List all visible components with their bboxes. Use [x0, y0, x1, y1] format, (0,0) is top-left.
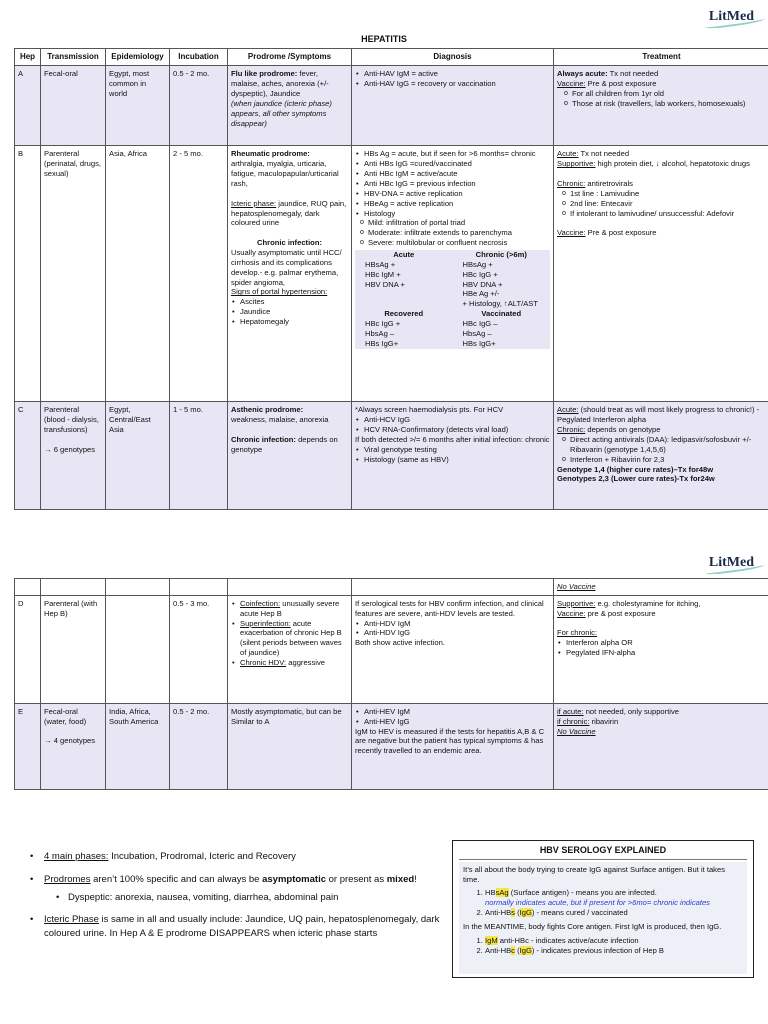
list-item: • HBeAg = active replication	[355, 199, 550, 209]
treatment-cell	[554, 402, 768, 510]
chronic-text: aggressive	[286, 658, 325, 668]
serology-note: normally indicates acute, but if present for >6mo= chronic indicates	[485, 898, 710, 908]
list-item: • Anti-HDV IgM	[355, 619, 550, 629]
sero-value: HBc IgG +	[462, 269, 498, 279]
list-item: • HBs Ag = acute, but if seen for >6 months= chronic	[355, 149, 550, 159]
tx-label: Always acute:	[557, 69, 608, 79]
prodrome-cell	[228, 146, 352, 402]
treatment-cell	[554, 579, 768, 596]
superinf-text: acute exacerbation of chronic Hep B (silent periods between waves of jaundice)	[240, 618, 342, 658]
transmission-text: Parenteral (blood - dialysis, transfusions)	[44, 405, 99, 435]
diagnosis-cell	[352, 703, 554, 789]
acute-label: if acute:	[557, 706, 584, 716]
sero-title: Recovered	[384, 309, 424, 319]
diagnosis-cell	[352, 595, 554, 703]
no-vaccine-text: No Vaccine	[557, 726, 596, 736]
epidemiology-cell: Egypt, most common in world	[106, 66, 170, 146]
supportive-label: Supportive:	[557, 159, 596, 169]
header-cell: Epidemiology	[106, 49, 170, 66]
table-row	[15, 66, 768, 146]
prodrome-text: fever, malaise, aches, anorexia (+/- dyspeptic), Jaundice	[231, 69, 329, 99]
sero-value: HBV DNA +	[365, 279, 405, 289]
sero-title: Chronic (>6m)	[475, 249, 527, 259]
transmission-cell	[41, 402, 106, 510]
sero-value: + Histology, ↑ALT/AST	[462, 299, 538, 309]
sero-value: HbsAg –	[462, 328, 492, 338]
supportive-label: Supportive:	[557, 598, 596, 608]
list-item: o Severe: multilobular or confluent necrosis	[359, 238, 550, 248]
sero-value: HBe Ag +/-	[462, 289, 500, 299]
chronic-label: Chronic HDV:	[240, 658, 287, 668]
list-item: • Anti-HAV IgM = active	[355, 69, 550, 79]
list-item: • Ascites	[231, 297, 348, 307]
epidemiology-cell: Asia, Africa	[106, 146, 170, 402]
coinf-label: Coinfection:	[240, 598, 281, 608]
prodrome-note: (when jaundice (icteric phase) appears, all other symptoms disappear)	[231, 98, 332, 128]
supportive-text: e.g. cholestyramine for itching,	[595, 598, 701, 608]
serology-intro: It’s all about the body trying to create IgG against Surface antigen. But it takes time.	[463, 864, 725, 884]
prodrome-text: arthralgia, myalgia, urticaria, fatigue, maculopapular/urticarial rash,	[231, 159, 339, 188]
note-subitem: • Dyspeptic: anorexia, nausea, vomiting, diarrhea, abdominal pain	[56, 891, 450, 905]
prodrome-cell	[228, 595, 352, 703]
list-item: • Anti-HCV IgG	[355, 415, 550, 425]
header-cell: Treatment	[554, 49, 768, 66]
acute-text: not needed, only supportive	[583, 706, 680, 716]
note-text: !	[414, 873, 417, 885]
transmission-cell	[41, 703, 106, 789]
incubation-cell: 1 - 5 mo.	[170, 402, 228, 510]
list-item	[231, 619, 348, 658]
dx-note: If both detected >/= 6 months after initial infection: chronic	[355, 434, 550, 444]
list-item: o 1st line : Lamivudine	[561, 189, 766, 199]
incubation-cell: 0.5 - 3 mo.	[170, 595, 228, 703]
list-item: • Anti-HEV IgM	[355, 707, 550, 717]
sero-value: HBc IgG +	[365, 319, 401, 328]
serology-item: 2. Anti-HBs (IgG) - means cured / vaccinated	[485, 908, 743, 918]
sero-value: HBs IgG+	[462, 338, 496, 348]
serology-item: 1. HBsAg (Surface antigen) - means you are infected. normally indicates acute, but if present for >6mo= chronic indicates	[485, 888, 743, 908]
list-item: o Interferon + Ribavirin for 2,3	[561, 455, 766, 465]
genotype-text: → 4 genotypes	[44, 736, 96, 746]
incubation-cell: 0.5 - 2 mo.	[170, 703, 228, 789]
treatment-cell	[554, 66, 768, 146]
dx-text: If serological tests for HBV confirm infection, and clinical features are severe, anti-HDV levels are tested.	[355, 598, 544, 618]
incubation-cell: 2 - 5 mo.	[170, 146, 228, 402]
list-item: • Anti HBc IgG = previous infection	[355, 179, 550, 189]
vaccine-text: Pre & post exposure	[585, 79, 657, 89]
epidemiology-cell: Egypt, Central/East Asia	[106, 402, 170, 510]
icteric-text: jaundice, RUQ pain, hepatosplenomegaly, dark coloured urine	[231, 198, 347, 228]
no-vaccine-text: No Vaccine	[557, 582, 596, 591]
list-item: o If intolerant to lamivudine/ unsuccessful: Adefovir	[561, 209, 766, 219]
serology-title: HBV SEROLOGY EXPLAINED	[459, 841, 747, 860]
chronic-text: depends on genotype	[585, 425, 661, 435]
list-item: • HBV-DNA = active replication	[355, 189, 550, 199]
chronic-label: if chronic:	[557, 716, 590, 726]
vaccine-text: pre & post exposure	[585, 608, 656, 618]
table-row	[15, 402, 768, 510]
sero-acute	[355, 250, 453, 309]
sero-title: Acute	[393, 249, 415, 259]
prodrome-cell	[228, 402, 352, 510]
list-item	[231, 599, 348, 619]
sero-value: HBsAg +	[462, 259, 493, 269]
treatment-cell	[554, 703, 768, 789]
epidemiology-cell	[106, 595, 170, 703]
list-item: • Pegylated IFN-alpha	[557, 648, 766, 658]
sero-value: HBc IgG –	[462, 319, 498, 328]
litmed-logo: LitMed	[709, 554, 754, 572]
prodrome-cell: Mostly asymptomatic, but can be Similar to A	[228, 703, 352, 789]
portal-label: Signs of portal hypertension:	[231, 287, 328, 297]
transmission-cell: Parenteral (with Hep B)	[41, 595, 106, 703]
header-cell: Prodrome /Symptoms	[228, 49, 352, 66]
acute-label: Acute:	[557, 149, 579, 159]
list-item	[231, 658, 348, 668]
note-text: is same in all and usually include: Jaundice, UQ pain, hepatosplenomegaly, dark coloured urine. In Hep A & E prodrome DISAPPEARS when icteric phase starts	[44, 914, 440, 940]
list-item: • Hepatomegaly	[231, 317, 348, 327]
note-item	[30, 873, 450, 905]
prodrome-cell	[228, 66, 352, 146]
litmed-logo: LitMed	[709, 8, 754, 26]
header-row	[15, 49, 768, 66]
note-text: Incubation, Prodromal, Icteric and Recovery	[108, 851, 296, 862]
note-item	[30, 850, 450, 864]
list-item: o Direct acting antivirals (DAA): ledipasvir/sofosbuvir +/- Ribavarin (genotype 1,4,5,6)	[561, 435, 766, 455]
header-cell: Transmission	[41, 49, 106, 66]
vaccine-label: Vaccine:	[557, 79, 586, 89]
acute-text: Tx not needed	[578, 149, 630, 159]
page-title: HEPATITIS	[361, 34, 407, 44]
table-row	[15, 579, 768, 596]
list-item: • Anti HBs IgG =cured/vaccinated	[355, 159, 550, 169]
transmission-cell: Fecal-oral	[41, 66, 106, 146]
hep-cell: B	[15, 146, 41, 402]
list-item: • Histology	[355, 209, 550, 219]
sero-chronic	[453, 250, 551, 309]
icteric-label: Icteric phase:	[231, 198, 277, 208]
superinf-label: Superinfection:	[240, 618, 291, 628]
genotype-text: → 6 genotypes	[44, 444, 96, 454]
genotype-note: Genotype 1,4 (higher cure rates)–Tx for48w	[557, 464, 714, 474]
supportive-text: high protein diet, ↓ alcohol, hepatotoxic drugs	[595, 159, 750, 169]
sero-value: HBc IgM +	[365, 269, 401, 279]
list-item: o Mild: infiltration of portal triad	[359, 218, 550, 228]
sero-value: HBV DNA +	[462, 279, 503, 289]
vaccine-label: Vaccine:	[557, 228, 586, 238]
chronic-text: depends on genotype	[231, 434, 338, 454]
summary-notes	[30, 850, 450, 950]
chronic-text: ribavirin	[589, 716, 619, 726]
vaccine-text: Pre & post exposure	[585, 228, 657, 238]
sero-value: HbsAg –	[365, 328, 395, 338]
note-item	[30, 913, 450, 941]
serology-item: 2. Anti-HBc (IgG) - indicates previous infection of Hep B	[485, 946, 743, 956]
coinf-text: unusually severe acute Hep B	[240, 598, 340, 618]
hbv-serology-box	[452, 840, 754, 978]
list-item: o Those at risk (travellers, lab workers, homosexuals)	[563, 99, 766, 109]
list-item: o Moderate: infiltrate extends to parenchyma	[359, 228, 550, 238]
sero-vaccinated	[453, 309, 551, 348]
treatment-cell	[554, 595, 768, 703]
epidemiology-cell: India, Africa, South America	[106, 703, 170, 789]
prodrome-label: Rheumatic prodrome:	[231, 149, 310, 159]
hep-cell: D	[15, 595, 41, 703]
incubation-cell: 0.5 - 2 mo.	[170, 66, 228, 146]
chronic-title: Chronic infection:	[257, 238, 322, 248]
serology-mid: In the MEANTIME, body fights Core antigen. First IgM is produced, then IgG.	[463, 921, 722, 931]
hep-cell: E	[15, 703, 41, 789]
vaccine-label: Vaccine:	[557, 608, 586, 618]
chronic-label: Chronic:	[557, 425, 586, 435]
prodrome-label: Flu like prodrome:	[231, 69, 298, 79]
tx-text: Tx not needed	[607, 69, 659, 79]
sero-value: HBs IgG+	[365, 338, 399, 348]
chronic-tx-label: For chronic:	[557, 628, 598, 638]
chronic-label: Chronic:	[557, 178, 586, 188]
header-cell: Diagnosis	[352, 49, 554, 66]
hep-cell: A	[15, 66, 41, 146]
serology-table	[355, 250, 550, 349]
serology-body	[459, 862, 747, 974]
table-row	[15, 146, 768, 402]
list-item: • HCV RNA-Confirmatory (detects viral load)	[355, 425, 550, 435]
sero-value: HBsAg +	[365, 259, 396, 269]
table-row	[15, 595, 768, 703]
transmission-text: Fecal-oral (water, food)	[44, 706, 87, 726]
header-cell: Hep	[15, 49, 41, 66]
table-row	[15, 703, 768, 789]
chronic-label: Chronic infection:	[231, 434, 296, 444]
treatment-cell	[554, 146, 768, 402]
note-emphasis: asymptomatic	[262, 873, 326, 885]
list-item: • Anti-HEV IgG	[355, 717, 550, 727]
chronic-text: antiretrovirals	[585, 178, 633, 188]
note-text: aren’t 100% specific and can always be	[90, 873, 263, 885]
dx-note: *Always screen haemodialysis pts. For HCV	[355, 405, 504, 415]
note-label: Prodromes	[44, 873, 91, 885]
list-item: • Jaundice	[231, 307, 348, 317]
list-item: • Anti-HAV IgG = recovery or vaccination	[355, 79, 550, 89]
hepatitis-table-continued	[14, 578, 768, 790]
prodrome-text: weakness, malaise, anorexia	[231, 415, 329, 425]
list-item: o 2nd line: Entecavir	[561, 199, 766, 209]
list-item: • Interferon alpha OR	[557, 638, 766, 648]
list-item: • Histology (same as HBV)	[355, 455, 550, 465]
list-item: • Anti-HDV IgG	[355, 628, 550, 638]
sero-title: Vaccinated	[481, 309, 522, 319]
hepatitis-table	[14, 48, 768, 510]
transmission-cell: Parenteral (perinatal, drugs, sexual)	[41, 146, 106, 402]
diagnosis-cell	[352, 402, 554, 510]
serology-item: 1. IgM anti-HBc - indicates active/acute infection	[485, 936, 743, 946]
sero-recovered	[355, 309, 453, 348]
note-emphasis: mixed	[386, 873, 415, 885]
note-label: Icteric Phase	[44, 914, 99, 926]
list-item: o For all children from 1yr old	[563, 89, 766, 99]
diagnosis-cell	[352, 146, 554, 402]
list-item: • Anti HBc IgM = active/acute	[355, 169, 550, 179]
note-text: or present as	[326, 873, 387, 885]
diagnosis-cell	[352, 66, 554, 146]
acute-label: Acute:	[557, 405, 579, 415]
dx-end: Both show active infection.	[355, 638, 445, 648]
dx-text: IgM to HEV is measured if the tests for hepatitis A,B & C are negative but the patient has typical symptoms & has recently travelled to an endemic area.	[355, 726, 545, 756]
prodrome-label: Asthenic prodrome:	[231, 405, 304, 415]
chronic-text: Usually asymptomatic until HCC/ cirrhosis and its complications develop.- e.g. palmar erythema, spider angioma,	[231, 247, 342, 287]
genotype-note: Genotypes 2,3 (Lower cure rates)-Tx for24w	[557, 474, 715, 484]
header-cell: Incubation	[170, 49, 228, 66]
list-item: • Viral genotype testing	[355, 445, 550, 455]
hep-cell: C	[15, 402, 41, 510]
note-label: 4 main phases:	[44, 851, 109, 862]
acute-text: (should treat as will most likely progress to chronic!) - Pegylated Interferon alpha	[557, 405, 760, 425]
